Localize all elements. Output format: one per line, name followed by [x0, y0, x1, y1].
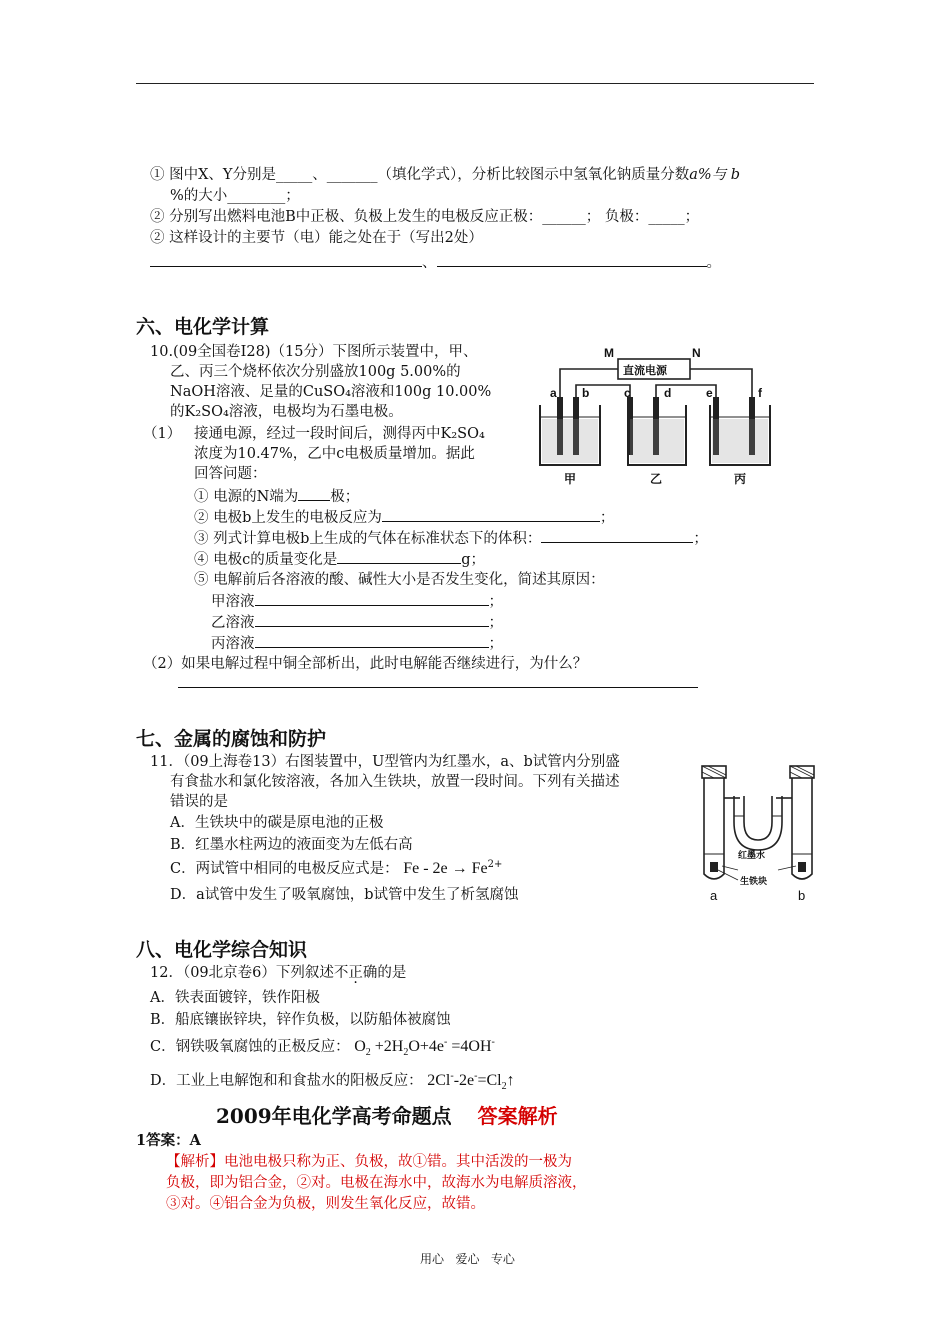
q10-line3: NaOH溶液、足量的CuSO₄溶液和100g 10.00% [170, 384, 492, 400]
part1-line3: 回答问题： [194, 466, 267, 482]
svg-text:e: e [706, 386, 713, 400]
svg-text:a: a [550, 386, 557, 400]
answer-1: 1答案：A [136, 1132, 201, 1149]
part2-answer-line [178, 687, 698, 688]
q10-line2: 乙、丙三个烧杯依次分别盛放100g 5.00%的 [170, 364, 461, 380]
q12-option-a: A．铁表面镀锌，铁作阳极 [150, 990, 320, 1006]
svg-text:直流电源: 直流电源 [623, 365, 667, 377]
item-3: ③ 列式计算电极b上生成的气体在标准状态下的体积： ； [194, 528, 708, 549]
svg-text:生铁块: 生铁块 [740, 877, 768, 887]
item-5: ⑤ 电解前后各溶液的酸、碱性大小是否发生变化，简述其原因： [194, 572, 605, 588]
svg-text:N: N [692, 346, 701, 360]
part1-line2: 浓度为10.47%，乙中c电极质量增加。据此 [194, 446, 475, 462]
svg-text:a: a [710, 888, 718, 903]
q-prev-line4: 、 。 [150, 252, 721, 273]
q12-option-c: C．钢铁吸氧腐蚀的正极反应： $O_2 +2H_2O+4e^- =4OH^-$ [150, 1036, 495, 1059]
q11-option-a: A．生铁块中的碳是原电池的正极 [170, 815, 384, 831]
part1-label: （1） [143, 426, 182, 442]
sol-bing: 丙溶液 ； [211, 633, 503, 654]
section-6-title: 六、电化学计算 [136, 316, 270, 338]
q11-option-c: C．两试管中相同的电极反应式是： $Fe - 2e \to Fe^{2+}$ [170, 859, 503, 877]
svg-text:红墨水: 红墨水 [738, 851, 766, 861]
footer: 用心 爱心 专心 [420, 1252, 515, 1266]
analysis-line2: 负极，即为铝合金，②对。电极在海水中，故海水为电解质溶液， [166, 1175, 587, 1191]
svg-text:甲: 甲 [564, 472, 577, 486]
svg-text:f: f [758, 386, 762, 400]
q11-option-d: D．a试管中发生了吸氧腐蚀，b试管中发生了析氢腐蚀 [170, 887, 519, 903]
q11-line1: 11．（09上海卷13）右图装置中，U型管内为红墨水，a、b试管内分别盛 [150, 754, 620, 770]
svg-text:b: b [798, 888, 806, 903]
answer-title: 2009年电化学高考命题点 答案解析 [216, 1104, 558, 1128]
header-rule [136, 83, 814, 84]
section-8-title: 八、电化学综合知识 [136, 939, 308, 961]
svg-text:丙: 丙 [734, 472, 747, 486]
svg-text:乙: 乙 [650, 472, 663, 486]
q11-line3: 错误的是 [170, 794, 228, 810]
section-7-title: 七、金属的腐蚀和防护 [136, 728, 327, 750]
svg-text:c: c [624, 386, 631, 400]
q-prev-line1b: %的大小________； [170, 188, 300, 204]
svg-text:M: M [604, 346, 614, 360]
q12-option-d: D．工业上电解饱和和食盐水的阳极反应： $2Cl^--2e^-=Cl_2↑$ [150, 1070, 515, 1093]
analysis-line1: 【解析】电池电极只称为正、负极，故①错。其中活泼的一极为 [166, 1154, 572, 1170]
sol-yi: 乙溶液 ； [211, 612, 503, 633]
item-4: ④ 电极c的质量变化是 g； [194, 549, 485, 570]
q-prev-line3: ② 这样设计的主要节（电）能之处在于（写出2处） [150, 230, 483, 246]
q10-line4: 的K₂SO₄溶液，电极均为石墨电极。 [170, 404, 403, 420]
svg-text:b: b [582, 386, 590, 400]
electrolysis-figure [520, 345, 790, 490]
q-prev-line2: ② 分别写出燃料电池B中正极、负极上发生的电极反应正极：______； 负极：_____； [150, 209, 700, 225]
part2: （2）如果电解过程中铜全部析出，此时电解能否继续进行，为什么？ [143, 656, 588, 672]
analysis-line3: ③对。④铝合金为负极，则发生氧化反应，故错。 [166, 1196, 485, 1212]
item-1: ① 电源的N端为 极； [194, 486, 359, 507]
u-tube-figure [698, 762, 818, 906]
part1-line1: 接通电源，经过一段时间后，测得丙中K₂SO₄ [194, 426, 485, 442]
item-2: ② 电极b上发生的电极反应为 ； [194, 507, 614, 528]
q12: 12．（09北京卷6）下列叙述不正确的是 [150, 965, 407, 981]
q10-line1: 10.(09全国卷Ⅰ28)（15分）下图所示装置中，甲、 [150, 344, 478, 360]
q12-option-b: B．船底镶嵌锌块，锌作负极，以防船体被腐蚀 [150, 1012, 451, 1028]
svg-text:d: d [664, 386, 672, 400]
q11-line2: 有食盐水和氯化铵溶液，各加入生铁块，放置一段时间。下列有关描述 [170, 774, 620, 790]
q-prev-line1: ① 图中X、Y分别是_____、_______（填化学式），分析比较图示中氢氧化钠质量分数a%与 b [150, 167, 741, 183]
sol-jia: 甲溶液 ； [211, 591, 503, 612]
q11-option-b: B．红墨水柱两边的液面变为左低右高 [170, 837, 413, 853]
